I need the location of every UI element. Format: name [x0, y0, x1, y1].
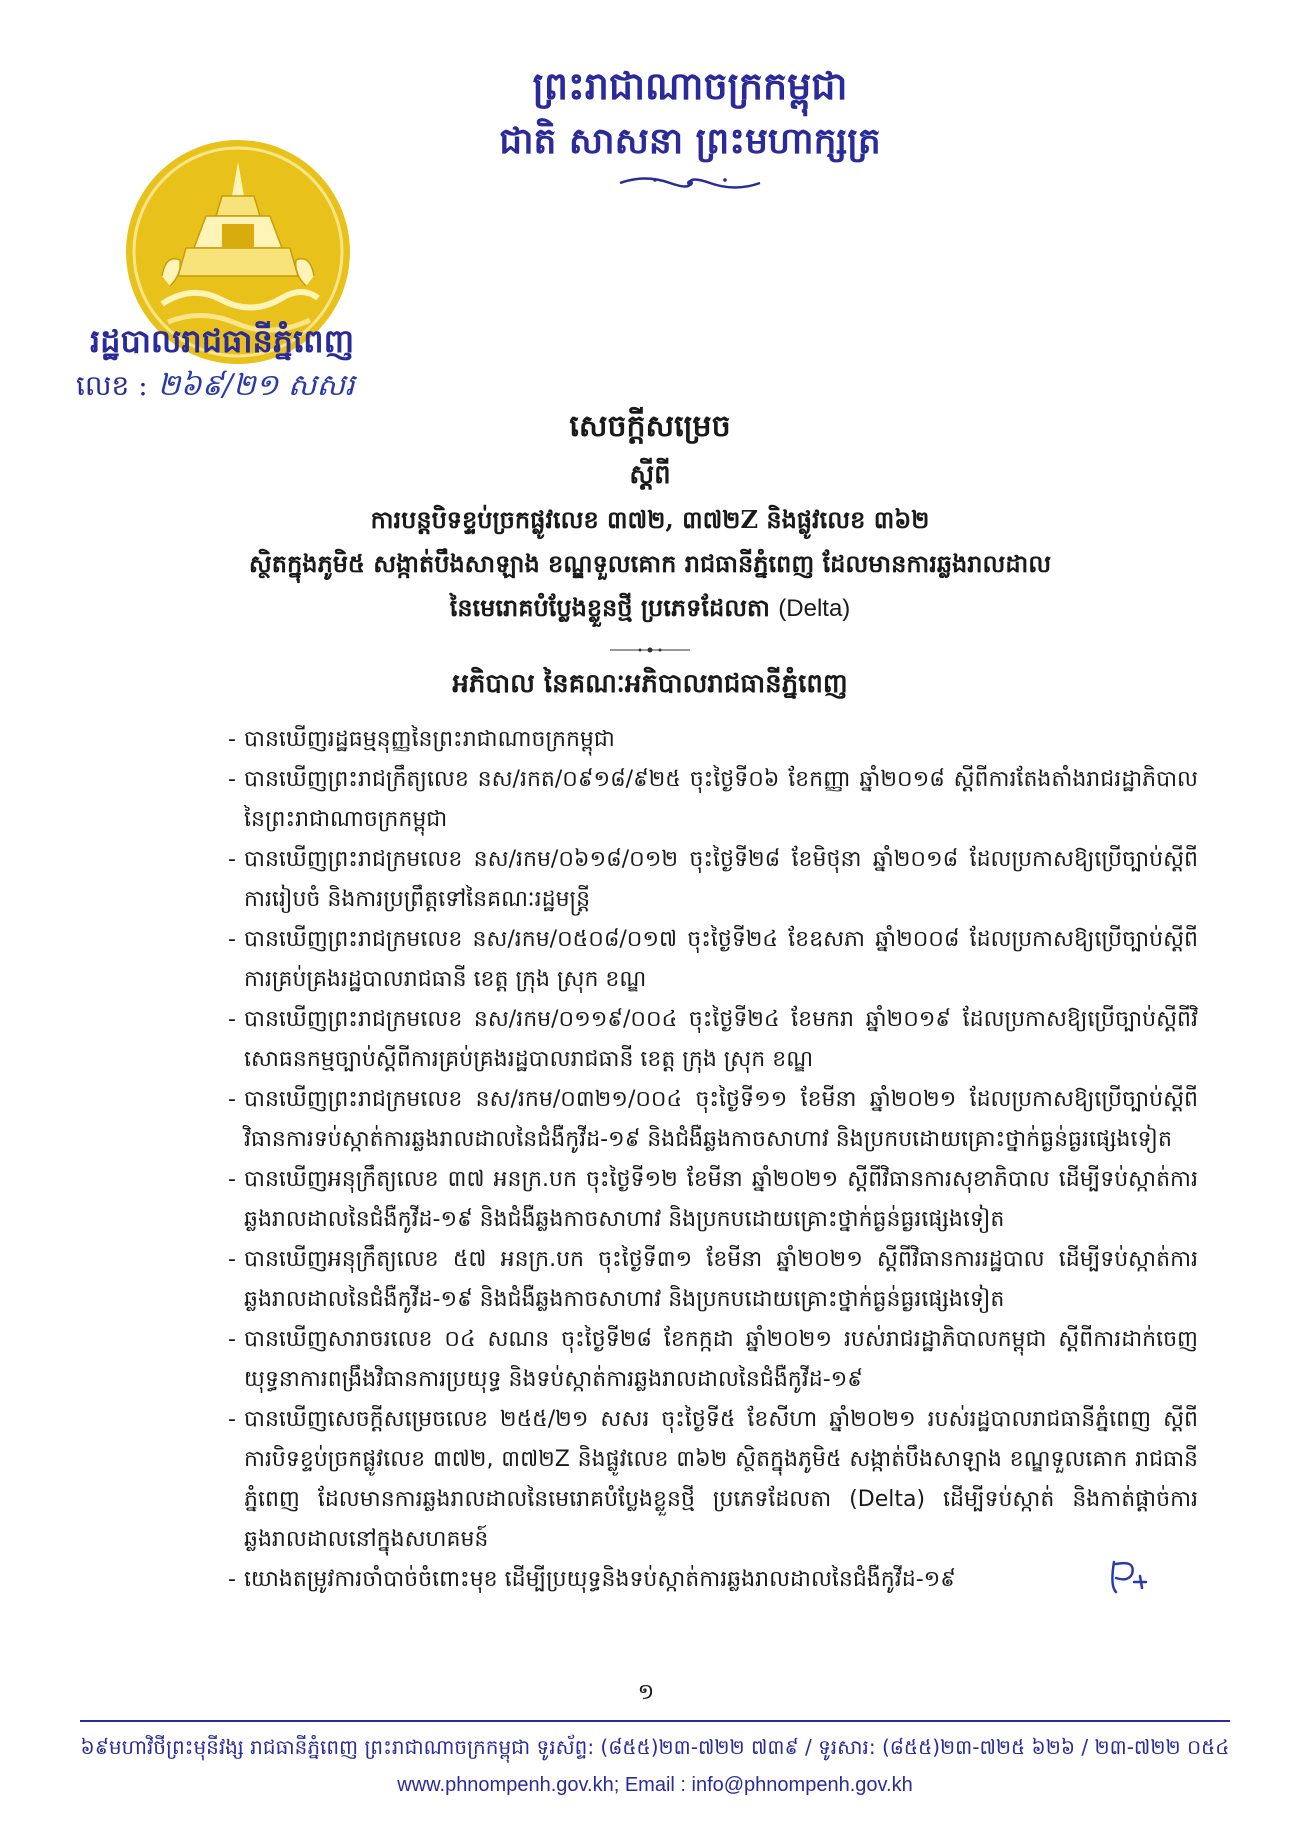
kingdom-name: ព្រះរាជាណាចក្រកម្ពុជា	[532, 63, 848, 108]
kingdom-header	[380, 58, 1000, 196]
list-item: - បានឃើញសារាចរលេខ ០៤ សណន ចុះថ្ងៃទី២៨ ខែកក្កដា ឆ្នាំ២០២១ របស់រាជរដ្ឋាភិបាលកម្ពុជា ស្តីពីការដាក់ចេញយុទ្ធនាការពង្រឹងវិធានការប្រយុទ្ធ និងទប់ស្កាត់ការឆ្លងរាលដាលនៃជំងឺកូវីដ-១៩	[228, 1320, 1198, 1400]
list-item: - បានឃើញរដ្ឋធម្មនុញ្ញនៃព្រះរាជាណាចក្រកម្ពុជា	[228, 720, 1198, 760]
title-line-1: ការបន្តបិទខ្ទប់ច្រកផ្លូវលេខ ៣៧២, ៣៧២Z និងផ្លូវលេខ ៣៦២	[370, 505, 930, 534]
page-number: ១	[637, 1680, 655, 1705]
footer-divider	[80, 1720, 1230, 1722]
list-item: - បានឃើញអនុក្រឹត្យលេខ ៣៧ អនក្រ.បក ចុះថ្ងៃទី១២ ខែមីនា ឆ្នាំ២០២១ ស្តីពីវិធានការសុខាភិបាល ដើម្បីទប់ស្កាត់ការឆ្លងរាលដាលនៃជំងឺកូវីដ-១៩ និងជំងឺឆ្លងកាចសាហាវ និងប្រកបដោយគ្រោះថ្នាក់ធ្ងន់ធ្ងរផ្សេងទៀត	[228, 1160, 1198, 1240]
handwritten-initial-icon	[1106, 1556, 1152, 1596]
list-item-text: បានឃើញព្រះរាជក្រមលេខ នស/រកម/០១១៩/០០៤ ចុះថ្ងៃទី២៤ ខែមករា ឆ្នាំ២០១៩ ដែលប្រកាសឱ្យប្រើច្បាប់ស្តីពីវិសោធនកម្មច្បាប់ស្តីពីការគ្រប់គ្រងរដ្ឋបាលរាជធានី ខេត្ត ក្រុង ស្រុក ខណ្ឌ	[244, 1007, 1198, 1072]
ornament-icon	[615, 174, 765, 192]
list-item: - បានឃើញព្រះរាជក្រឹត្យលេខ នស/រកត/០៩១៨/៩២៥ ចុះថ្ងៃទី០៦ ខែកញ្ញា ឆ្នាំ២០១៨ ស្តីពីការតែងតាំងរាជរដ្ឋាភិបាលនៃព្រះរាជាណាចក្រកម្ពុជា	[228, 760, 1198, 840]
divider-ornament-icon	[610, 645, 690, 655]
list-item-text: បានឃើញរដ្ឋធម្មនុញ្ញនៃព្រះរាជាណាចក្រកម្ពុជា	[244, 727, 615, 752]
list-item: - បានឃើញអនុក្រឹត្យលេខ ៥៧ អនក្រ.បក ចុះថ្ងៃទី៣១ ខែមីនា ឆ្នាំ២០២១ ស្តីពីវិធានការរដ្ឋបាល ដើម្បីទប់ស្កាត់ការឆ្លងរាលដាលនៃជំងឺកូវីដ-១៩ និងជំងឺឆ្លងកាចសាហាវ និងប្រកបដោយគ្រោះថ្នាក់ធ្ងន់ធ្ងរផ្សេងទៀត	[228, 1240, 1198, 1320]
footer-address: ៦៩មហាវិថីព្រះមុនីវង្ស រាជធានីភ្នំពេញ ព្រះរាជាណាចក្រកម្ពុជា ទូរស័ព្ទ: (៨៥៥)២៣-៧២២ ៧៣៩ / ទូរសារ: (៨៥៥)២៣-៧២៥ ៦២៦ / ២៣-៧២២ ០៥៤	[80, 1735, 1230, 1759]
list-item-text: បានឃើញព្រះរាជក្រមលេខ នស/រកម/០៣២១/០០៤ ចុះថ្ងៃទី១១ ខែមីនា ឆ្នាំ២០២១ ដែលប្រកាសឱ្យប្រើច្បាប់ស្តីពីវិធានការទប់ស្កាត់ការឆ្លងរាលដាលនៃជំងឺកូវីដ-១៩ និងជំងឺឆ្លងកាចសាហាវ និងប្រកបដោយគ្រោះថ្នាក់ធ្ងន់ធ្ងរផ្សេងទៀត	[244, 1087, 1198, 1152]
list-item-text: បានឃើញសេចក្តីសម្រេចលេខ ២៥៥/២១ សសរ ចុះថ្ងៃទី៥ ខែសីហា ឆ្នាំ២០២១ របស់រដ្ឋបាលរាជធានីភ្នំពេញ ស្តីពីការបិទខ្ទប់ច្រកផ្លូវលេខ ៣៧២, ៣៧២Z និងផ្លូវលេខ ៣៦២ ស្ថិតក្នុងភូមិ៥ សង្កាត់បឹងសាឡាង ខណ្ឌទួលគោក រាជធានីភ្នំពេញ ដែលមានការឆ្លងរាលដាលនៃមេរោគបំប្លែងខ្លួនថ្មី ប្រភេទដែលតា (Delta) ដើម្បីទប់ស្កាត់ និងកាត់ផ្តាច់ការឆ្លងរាលដាលនៅក្នុងសហគមន៍	[244, 1407, 1198, 1552]
national-motto: ជាតិ សាសនា ព្រះមហាក្សត្រ	[499, 120, 881, 162]
list-item: - បានឃើញព្រះរាជក្រមលេខ នស/រកម/០៥០៨/០១៧ ចុះថ្ងៃទី២៤ ខែឧសភា ឆ្នាំ២០០៨ ដែលប្រកាសឱ្យប្រើច្បាប់ស្តីពីការគ្រប់គ្រងរដ្ឋបាលរាជធានី ខេត្ត ក្រុង ស្រុក ខណ្ឌ	[228, 920, 1198, 1000]
list-item-text: បានឃើញអនុក្រឹត្យលេខ ៥៧ អនក្រ.បក ចុះថ្ងៃទី៣១ ខែមីនា ឆ្នាំ២០២១ ស្តីពីវិធានការរដ្ឋបាល ដើម្បីទប់ស្កាត់ការឆ្លងរាលដាលនៃជំងឺកូវីដ-១៩ និងជំងឺឆ្លងកាចសាហាវ និងប្រកបដោយគ្រោះថ្នាក់ធ្ងន់ធ្ងរផ្សេងទៀត	[244, 1247, 1198, 1312]
title-line-3	[120, 586, 1180, 631]
title-line-2: ស្ថិតក្នុងភូមិ៥ សង្កាត់បឹងសាឡាង ខណ្ឌទួលគោក រាជធានីភ្នំពេញ ដែលមានការឆ្លងរាលដាល	[248, 549, 1052, 578]
reference-number: ២៦៩/២១ សសរ	[157, 368, 355, 403]
governor-heading: អភិបាល នៃគណៈអភិបាលរាជធានីភ្នំពេញ	[452, 669, 848, 699]
issuing-authority: រដ្ឋបាលរាជធានីភ្នំពេញ	[89, 322, 355, 360]
whereas-list	[228, 720, 1198, 1600]
title-about: ស្តីពី	[629, 460, 671, 490]
list-item: - បានឃើញព្រះរាជក្រមលេខ នស/រកម/០១១៩/០០៤ ចុះថ្ងៃទី២៤ ខែមករា ឆ្នាំ២០១៩ ដែលប្រកាសឱ្យប្រើច្បាប់ស្តីពីវិសោធនកម្មច្បាប់ស្តីពីការគ្រប់គ្រងរដ្ឋបាលរាជធានី ខេត្ត ក្រុង ស្រុក ខណ្ឌ	[228, 1000, 1198, 1080]
list-item: - យោងតម្រូវការចាំបាច់ចំពោះមុខ ដើម្បីប្រយុទ្ធនិងទប់ស្កាត់ការឆ្លងរាលដាលនៃជំងឺកូវីដ-១៩	[228, 1560, 1198, 1600]
list-item: - បានឃើញព្រះរាជក្រមលេខ នស/រកម/០៦១៨/០១២ ចុះថ្ងៃទី២៨ ខែមិថុនា ឆ្នាំ២០១៨ ដែលប្រកាសឱ្យប្រើច្បាប់ស្តីពីការរៀបចំ និងការប្រព្រឹត្តទៅនៃគណៈរដ្ឋមន្ត្រី	[228, 840, 1198, 920]
list-item: - បានឃើញសេចក្តីសម្រេចលេខ ២៥៥/២១ សសរ ចុះថ្ងៃទី៥ ខែសីហា ឆ្នាំ២០២១ របស់រដ្ឋបាលរាជធានីភ្នំពេញ ស្តីពីការបិទខ្ទប់ច្រកផ្លូវលេខ ៣៧២, ៣៧២Z និងផ្លូវលេខ ៣៦២ ស្ថិតក្នុងភូមិ៥ សង្កាត់បឹងសាឡាង ខណ្ឌទួលគោក រាជធានីភ្នំពេញ ដែលមានការឆ្លងរាលដាលនៃមេរោគបំប្លែងខ្លួនថ្មី ប្រភេទដែលតា (Delta) ដើម្បីទប់ស្កាត់ និងកាត់ផ្តាច់ការឆ្លងរាលដាលនៅក្នុងសហគមន៍	[228, 1400, 1198, 1560]
title-line-3-latin: (Delta)	[778, 595, 851, 622]
list-item: - បានឃើញព្រះរាជក្រមលេខ នស/រកម/០៣២១/០០៤ ចុះថ្ងៃទី១១ ខែមីនា ឆ្នាំ២០២១ ដែលប្រកាសឱ្យប្រើច្បាប់ស្តីពីវិធានការទប់ស្កាត់ការឆ្លងរាលដាលនៃជំងឺកូវីដ-១៩ និងជំងឺឆ្លងកាចសាហាវ និងប្រកបដោយគ្រោះថ្នាក់ធ្ងន់ធ្ងរផ្សេងទៀត	[228, 1080, 1198, 1160]
list-item-text: បានឃើញព្រះរាជក្រឹត្យលេខ នស/រកត/០៩១៨/៩២៥ ចុះថ្ងៃទី០៦ ខែកញ្ញា ឆ្នាំ២០១៨ ស្តីពីការតែងតាំងរាជរដ្ឋាភិបាលនៃព្រះរាជាណាចក្រកម្ពុជា	[244, 767, 1198, 832]
title-line-3-khmer: នៃមេរោគបំប្លែងខ្លួនថ្មី ប្រភេទដែលតា	[449, 593, 770, 622]
document-title: សេចក្តីសម្រេច	[569, 409, 731, 444]
list-item-text: បានឃើញព្រះរាជក្រមលេខ នស/រកម/០៥០៨/០១៧ ចុះថ្ងៃទី២៤ ខែឧសភា ឆ្នាំ២០០៨ ដែលប្រកាសឱ្យប្រើច្បាប់ស្តីពីការគ្រប់គ្រងរដ្ឋបាលរាជធានី ខេត្ត ក្រុង ស្រុក ខណ្ឌ	[244, 927, 1198, 992]
list-item-text: យោងតម្រូវការចាំបាច់ចំពោះមុខ ដើម្បីប្រយុទ្ធនិងទប់ស្កាត់ការឆ្លងរាលដាលនៃជំងឺកូវីដ-១៩	[244, 1567, 956, 1592]
reference-label: លេខ :	[76, 369, 148, 402]
footer-web-email[interactable]: www.phnompenh.gov.kh; Email : info@phnompenh.gov.kh	[397, 1774, 913, 1796]
list-item-text: បានឃើញសារាចរលេខ ០៤ សណន ចុះថ្ងៃទី២៨ ខែកក្កដា ឆ្នាំ២០២១ របស់រាជរដ្ឋាភិបាលកម្ពុជា ស្តីពីការដាក់ចេញយុទ្ធនាការពង្រឹងវិធានការប្រយុទ្ធ និងទប់ស្កាត់ការឆ្លងរាលដាលនៃជំងឺកូវីដ-១៩	[244, 1327, 1198, 1392]
decision-title-block	[120, 402, 1180, 669]
list-item-text: បានឃើញព្រះរាជក្រមលេខ នស/រកម/០៦១៨/០១២ ចុះថ្ងៃទី២៨ ខែមិថុនា ឆ្នាំ២០១៨ ដែលប្រកាសឱ្យប្រើច្បាប់ស្តីពីការរៀបចំ និងការប្រព្រឹត្តទៅនៃគណៈរដ្ឋមន្ត្រី	[244, 847, 1198, 912]
list-item-text: បានឃើញអនុក្រឹត្យលេខ ៣៧ អនក្រ.បក ចុះថ្ងៃទី១២ ខែមីនា ឆ្នាំ២០២១ ស្តីពីវិធានការសុខាភិបាល ដើម្បីទប់ស្កាត់ការឆ្លងរាលដាលនៃជំងឺកូវីដ-១៩ និងជំងឺឆ្លងកាចសាហាវ និងប្រកបដោយគ្រោះថ្នាក់ធ្ងន់ធ្ងរផ្សេងទៀត	[244, 1167, 1198, 1232]
